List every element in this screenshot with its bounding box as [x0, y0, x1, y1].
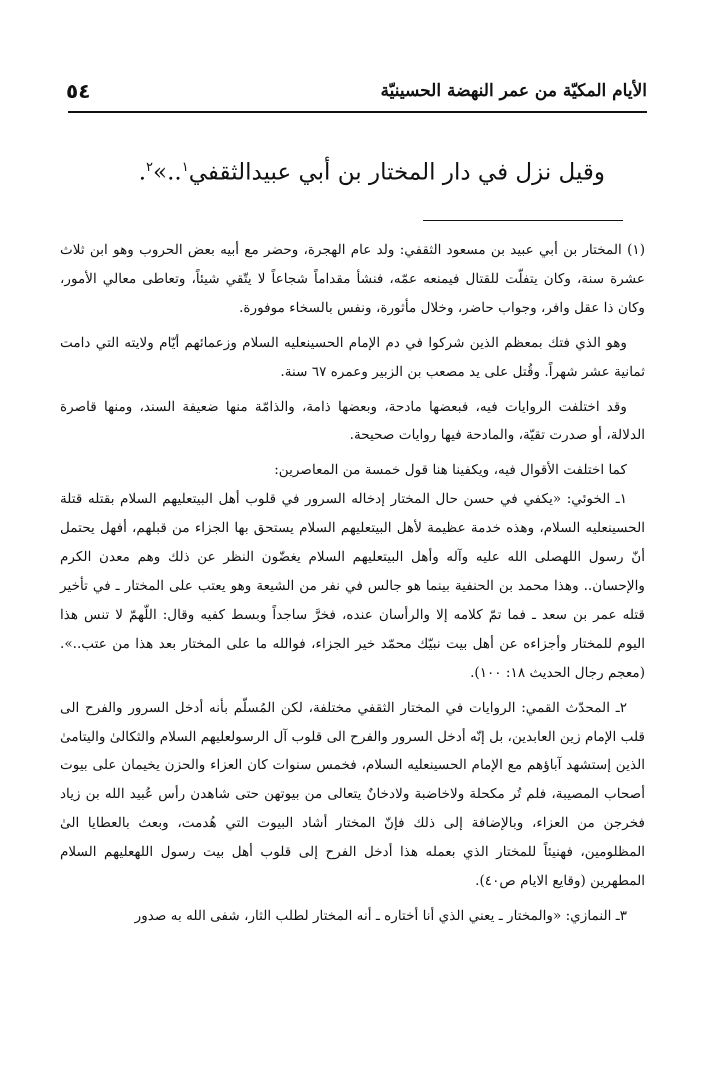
footnote-separator: [423, 220, 623, 221]
footnote-paragraph: ٣ـ النمازي: «والمختار ـ يعني الذي أنا أختاره ـ أنه المختار لطلب الثار، شفى الله به صدور: [134, 907, 627, 924]
footnote-paragraph: ٢ـ المحدّث القمي: الروايات في المختار الثقفي مختلفة، لكن المُسلّم بأنه أدخل السرور والفرح الى قلب الإمام زين العابدين، بل إنّه أدخل السرور والفرح الى قلوب آل الرسولعليهم السلام والثكالىٰ واليتامىٰ الذين إستشهد آباؤهم مع الإمام الحسينعليه السلام، فخمس سنوات كان العزاء والحزن يخيمان على بيوت أصحاب المصيبة، فلم تُر مكحلة ولاخاضبة ولادخانٌ يتعالى من بيوتهن حتى شاهدن رأس عُبيد الله بن زياد فخرجن من العزاء، وبالإضافة إلى ذلك فإنّ المختار أشاد البيوت التي هُدمت، وبعث بالعطايا الىٰ المظلومين، فهنيئاً للمختار الذي بعمله هذا أدخل الفرح إلى قلوب أهل بيت رسول اللهعليهم السلام المطهرين (وقايع الايام ص٤٠).: [60, 699, 645, 890]
main-text: وقيل نزل في دار المختار بن أبي عبيدالثقفي: [188, 159, 605, 186]
footnote-paragraph: ١ـ الخوئي: «يكفي في حسن حال المختار إدخاله السرور في قلوب أهل البيتعليهم السلام بقتله قتلة الحسينعليه السلام، وهذه خدمة عظيمة لأهل البيتعليهم السلام يستحق بها الجزاء من قبلهم، أفهل يحتمل أنّ رسول اللهصلى الله عليه وآله وأهل البيتعليهم السلام يغضّون النظر عن ذلك وهم معدن الكرم والإحسان.. وهذا محمد بن الحنفية بينما هو جالس في نفر من الشيعة وهو يعتب على المختار ـ في تأخير قتله عمر بن سعد ـ فما تمّ كلامه إلا والرأسان عنده، فخرَّ ساجداً وبسط كفيه وقال: اللّهمّ لا تنس هذا اليوم للمختار وأجزاءه عن أهل بيت نبيّك محمّد خير الجزاء، فوالله ما على المختار بعد هذا من عتب..». (معجم رجال الحديث ١٨: ١٠٠).: [60, 491, 645, 681]
footnote-ref-2: ٢: [146, 160, 154, 175]
running-header: [66, 76, 647, 106]
main-text-end: .: [138, 159, 147, 186]
header-title: الأيام المكيّة من عمر النهضة الحسينيّة: [380, 81, 647, 101]
footnote-ref-1: ١: [181, 160, 189, 175]
footnote-paragraph: كما اختلفت الأقوال فيه، ويكفينا هنا قول خمسة من المعاصرين:: [274, 462, 627, 479]
footnote-paragraph: وهو الذي فتك بمعظم الذين شركوا في دم الإمام الحسينعليه السلام وزعمائهم أيّام ولايته التي دامت ثمانية عشر شهراً. وقُتل على يد مصعب بن الزبير وعمره ٦٧ سنة.: [60, 334, 645, 380]
footnotes-section: [60, 236, 645, 931]
footnote-paragraph: وقد اختلفت الروايات فيه، فبعضها مادحة، وبعضها ذامة، والذامّة منها ضعيفة السند، ومنها قاصرة الدلالة، أو صدرت تقيّة، والمادحة فيها روايات صحيحة.: [60, 398, 645, 444]
footnote-paragraph: (١) المختار بن أبي عبيد بن مسعود الثقفي: ولد عام الهجرة، وحضر مع أبيه بعض الحروب وهو ابن ثلاث عشرة سنة، وكان يتفلّت للقتال فيمنعه عمّه، فنشأ مقداماً شجاعاً لا يتّقي شيئاً، وتعاطى معالي الأمور، وكان ذا عقل وافر، وجواب حاضر، وخلال مأثورة، ونفس بالسخاء موفورة.: [60, 242, 645, 316]
main-text-line: [66, 150, 605, 191]
main-text-tail: ..»: [153, 159, 182, 186]
header-rule: [68, 111, 647, 113]
page-number: ٥٤: [66, 79, 91, 103]
